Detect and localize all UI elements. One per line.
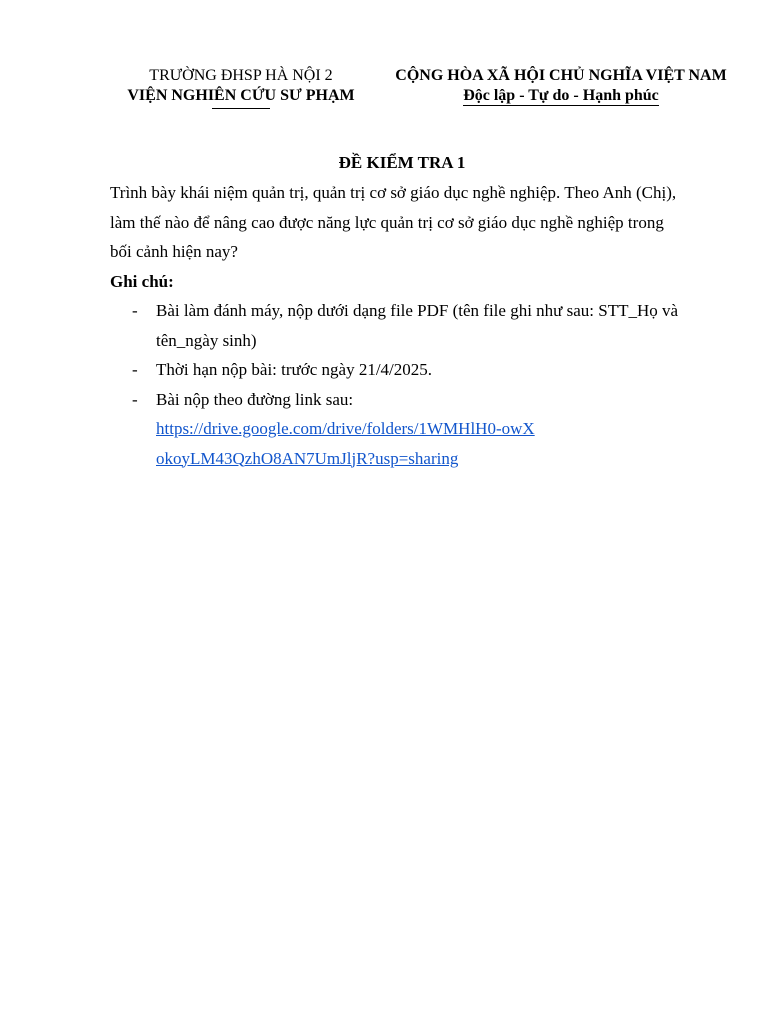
note-submission: Bài nộp theo đường link sau: [156, 389, 354, 409]
document-body [110, 178, 710, 473]
national-title: CỘNG HÒA XÃ HỘI CHỦ NGHĨA VIỆT NAM [395, 67, 727, 84]
bullet-dash: - [132, 301, 138, 320]
exam-title: ĐỀ KIỂM TRA 1 [338, 153, 466, 172]
notes-label: Ghi chú: [110, 271, 174, 291]
institution-underline [212, 108, 270, 109]
bullet-dash: - [132, 389, 138, 409]
list-item [110, 385, 698, 474]
national-heading-block [378, 66, 744, 106]
exam-question: Trình bày khái niệm quản trị, quản trị cơ sở giáo dục nghề nghiệp. Theo Anh (Chị), làm thế nào để nâng cao được năng lực quản trị cơ sở giáo dục nghề nghiệp trong bối cảnh hiện nay? [110, 183, 677, 261]
bullet-dash: - [132, 360, 138, 379]
institution-block [110, 66, 372, 106]
university-name: TRƯỜNG ĐHSP HÀ NỘI 2 [149, 67, 333, 84]
institute-name: VIỆN NGHIÊN CỨU SƯ PHẠM [127, 87, 355, 104]
national-motto: Độc lập - Tự do - Hạnh phúc [463, 87, 659, 104]
submission-link[interactable]: https://drive.google.com/drive/folders/1WMHlH0-owXokoyLM43QzhO8AN7UmJljR?usp=sharing [156, 419, 535, 468]
document-header [0, 66, 768, 116]
notes-list [110, 296, 710, 473]
list-item [110, 296, 698, 355]
list-item [110, 355, 698, 385]
note-deadline: Thời hạn nộp bài: trước ngày 21/4/2025. [156, 360, 433, 379]
note-format: Bài làm đánh máy, nộp dưới dạng file PDF (tên file ghi như sau: STT_Họ và tên_ngày sinh) [156, 301, 679, 350]
